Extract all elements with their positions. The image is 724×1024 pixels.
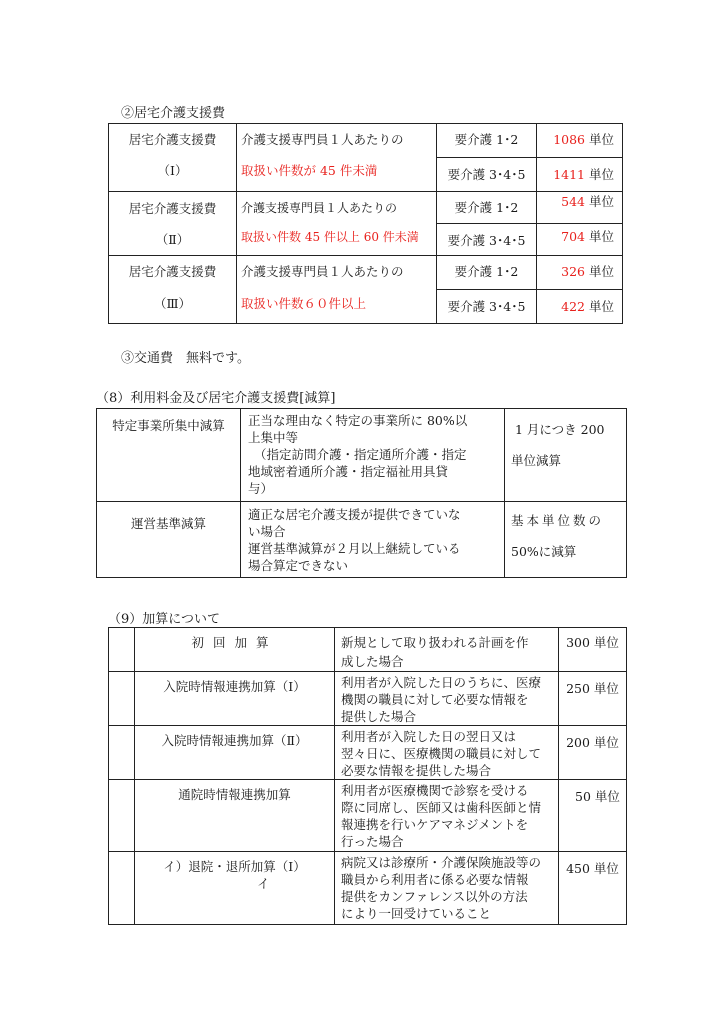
units-label: 単位	[588, 264, 614, 279]
addition-row-3-description	[335, 726, 559, 780]
addition-row-1-description	[335, 628, 559, 672]
reduction-row-2-amount-line-2: 50%に減算	[511, 544, 577, 559]
care-fee-row-2-units-b	[537, 224, 623, 256]
addition-row-3-line-2: 翌々日に、医療機関の職員に対して	[341, 746, 542, 761]
addition-row-3-line-3: 必要な情報を提供した場合	[341, 763, 492, 778]
addition-row-3-spacer	[109, 726, 135, 780]
reduction-row-1-name-cell	[97, 409, 241, 502]
reduction-row-2-line-4: 場合算定できない	[248, 558, 349, 573]
addition-row-4-line-2: 際に同席し、医師又は歯科医師と情	[341, 800, 542, 815]
units-label: 単位	[588, 167, 614, 182]
reduction-row-2-amount	[505, 502, 627, 578]
reduction-row-2-name: 運営基準減算	[130, 516, 206, 531]
care-fee-table	[108, 123, 623, 324]
reduction-row-1-amount-line-1: 1 月につき 200	[515, 422, 605, 437]
addition-row-2-description	[335, 672, 559, 726]
addition-row-1-name: 初回加算	[191, 635, 278, 650]
reduction-row-1-line-4: 地域密着通所介護・指定福祉用具貸	[248, 464, 449, 479]
care-fee-row-1-name-cell	[109, 124, 237, 192]
units-value: 422	[561, 299, 585, 314]
care-fee-row-1-care-level-a	[437, 124, 537, 158]
care-fee-heading: ②居宅介護支援費	[121, 106, 226, 121]
reduction-row-2-line-2: い場合	[248, 524, 286, 539]
units-label: 単位	[588, 229, 614, 244]
addition-row-5-line-1: 病院又は診療所・介護保険施設等の	[341, 855, 542, 870]
addition-row-3-units: 200 単位	[566, 735, 619, 750]
care-fee-row-2-case-count: 取扱い件数 45 件以上 60 件未満	[241, 230, 419, 244]
care-fee-row-1-units-a	[537, 124, 623, 158]
reduction-row-1-amount-line-2: 単位減算	[511, 453, 562, 468]
care-level-label: 要介護 1･2	[454, 200, 519, 215]
care-fee-row-3-units-a	[537, 256, 623, 290]
addition-row-2-spacer	[109, 672, 135, 726]
addition-row-5-description	[335, 852, 559, 925]
reduction-row-1-name: 特定事業所集中減算	[112, 418, 225, 433]
addition-row-4-line-1: 利用者が医療機関で診察を受ける	[341, 783, 529, 798]
transport-fee-text: ③交通費 無料です。	[121, 351, 250, 366]
reduction-row-1-condition	[241, 409, 505, 502]
care-fee-row-3-roman: （Ⅲ）	[153, 296, 192, 311]
addition-row-2-line-3: 提供した場合	[341, 709, 417, 724]
addition-row-5-line-4: により一回受けていること	[341, 906, 492, 921]
care-fee-row-1-name: 居宅介護支援費	[128, 132, 217, 147]
addition-row-1-line-1: 新規として取り扱われる計画を作	[341, 635, 529, 650]
addition-row-4-units: 50 単位	[575, 789, 620, 804]
addition-row-4-line-3: 報連携を行いケアマネジメントを	[341, 817, 529, 832]
reduction-row-1-line-2: 上集中等	[248, 430, 299, 445]
addition-row-5-name: イ）退院・退所加算（Ⅰ）	[163, 859, 306, 874]
reduction-row-1-amount	[505, 409, 627, 502]
addition-row-4-spacer	[109, 780, 135, 852]
addition-table	[108, 627, 627, 925]
care-fee-row-2-care-level-b	[437, 224, 537, 256]
reduction-row-2-amount-line-1: 基本単位数の	[511, 513, 605, 528]
addition-row-3-name: 入院時情報連携加算（Ⅱ）	[161, 733, 308, 748]
reduction-row-1-line-1: 正当な理由なく特定の事業所に 80%以	[248, 413, 468, 428]
care-fee-row-2-condition: 介護支援専門員１人あたりの	[241, 201, 398, 215]
care-fee-row-2-name: 居宅介護支援費	[128, 201, 217, 216]
addition-row-3-name-cell	[135, 726, 335, 780]
addition-row-5-units-cell	[559, 852, 627, 925]
reduction-row-2-condition	[241, 502, 505, 578]
addition-heading: （9）加算について	[108, 612, 221, 627]
units-label: 単位	[588, 132, 614, 147]
reduction-row-1-line-3: （指定訪問介護・指定通所介護・指定	[254, 447, 467, 462]
care-level-label: 要介護 1･2	[454, 132, 519, 147]
addition-row-2-units-cell	[559, 672, 627, 726]
addition-row-5-line-2: 職員から利用者に係る必要な情報	[341, 872, 529, 887]
addition-row-2-name-cell	[135, 672, 335, 726]
care-fee-row-3-care-level-b	[437, 290, 537, 324]
addition-row-1-name-cell	[135, 628, 335, 672]
addition-row-1-units: 300 単位	[566, 635, 619, 650]
addition-row-5-spacer	[109, 852, 135, 925]
addition-row-3-line-1: 利用者が入院した日の翌日又は	[341, 729, 517, 744]
units-value: 1086	[553, 132, 585, 147]
addition-row-1-spacer	[109, 628, 135, 672]
units-label: 単位	[588, 299, 614, 314]
reduction-table	[96, 408, 627, 578]
care-fee-row-3-name: 居宅介護支援費	[128, 264, 217, 279]
care-level-label: 要介護 3･4･5	[447, 167, 526, 182]
care-fee-row-3-condition: 介護支援専門員１人あたりの	[241, 264, 404, 279]
care-fee-row-3-units-b	[537, 290, 623, 324]
care-fee-row-1-condition: 介護支援専門員１人あたりの	[241, 132, 404, 147]
addition-row-4-name-cell	[135, 780, 335, 852]
addition-row-2-units: 250 単位	[566, 681, 619, 696]
care-fee-row-2-units-a	[537, 192, 623, 224]
reduction-heading: （8）利用料金及び居宅介護支援費[減算]	[96, 391, 336, 406]
care-fee-row-1-care-level-b	[437, 158, 537, 192]
addition-row-5-units: 450 単位	[566, 861, 619, 876]
care-fee-row-3-name-cell	[109, 256, 237, 324]
addition-row-2-line-1: 利用者が入院した日のうちに、医療	[341, 675, 542, 690]
care-level-label: 要介護 3･4･5	[447, 233, 526, 248]
care-level-label: 要介護 3･4･5	[447, 299, 526, 314]
care-fee-row-2-roman: （Ⅱ）	[155, 232, 190, 247]
care-fee-row-3-care-level-a	[437, 256, 537, 290]
addition-row-2-name: 入院時情報連携加算（Ⅰ）	[163, 679, 306, 694]
units-value: 326	[561, 264, 585, 279]
addition-row-3-units-cell	[559, 726, 627, 780]
care-fee-row-2-name-cell	[109, 192, 237, 256]
addition-row-4-description	[335, 780, 559, 852]
addition-row-5-name-cell	[135, 852, 335, 925]
reduction-row-1-line-5: 与）	[248, 481, 274, 496]
addition-row-5-line-3: 提供をカンファレンス以外の方法	[341, 889, 528, 904]
care-level-label: 要介護 1･2	[454, 264, 519, 279]
addition-row-5-name-suffix: イ	[257, 876, 270, 891]
units-value: 1411	[553, 167, 585, 182]
units-label: 単位	[588, 194, 614, 209]
care-fee-row-2-condition-cell	[237, 192, 437, 256]
care-fee-row-1-condition-cell	[237, 124, 437, 192]
units-value: 704	[561, 229, 585, 244]
addition-row-4-units-cell	[559, 780, 627, 852]
reduction-row-2-line-1: 適正な居宅介護支援が提供できていな	[248, 507, 461, 522]
reduction-row-2-name-cell	[97, 502, 241, 578]
care-fee-row-1-roman: （Ⅰ）	[157, 163, 188, 178]
care-fee-row-1-units-b	[537, 158, 623, 192]
units-value: 544	[561, 194, 585, 209]
addition-row-4-name: 通院時情報連携加算	[178, 787, 291, 802]
care-fee-row-3-case-count: 取扱い件数６０件以上	[241, 296, 367, 311]
addition-row-1-units-cell	[559, 628, 627, 672]
care-fee-row-3-condition-cell	[237, 256, 437, 324]
care-fee-row-1-case-count: 取扱い件数が 45 件未満	[241, 163, 378, 178]
addition-row-1-line-2: 成した場合	[341, 654, 404, 669]
care-fee-row-2-care-level-a	[437, 192, 537, 224]
reduction-row-2-line-3: 運営基準減算が２月以上継続している	[248, 541, 461, 556]
addition-row-4-line-4: 行った場合	[341, 834, 404, 849]
addition-row-2-line-2: 機関の職員に対して必要な情報を	[341, 692, 529, 707]
